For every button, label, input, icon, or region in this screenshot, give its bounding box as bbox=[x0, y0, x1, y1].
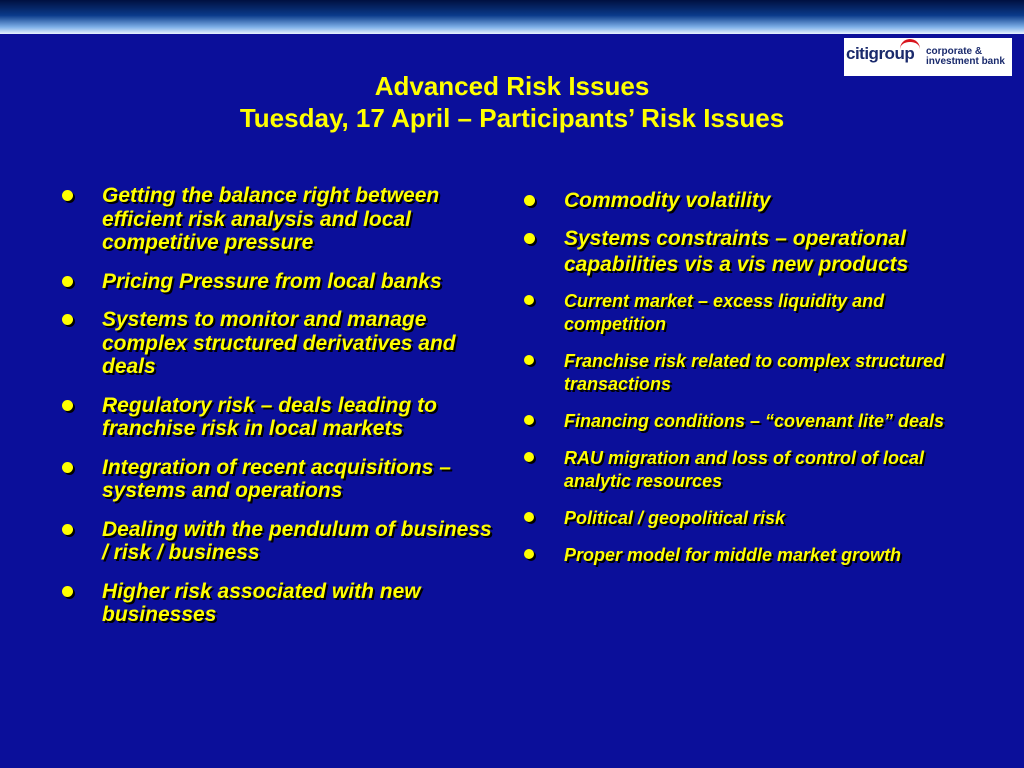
logo-brand-text: citigroup bbox=[846, 44, 915, 63]
list-item bbox=[524, 290, 964, 336]
logo-umbrella-arc bbox=[900, 39, 920, 52]
bullet-text: Systems constraints – operational capabilities vis a vis new products bbox=[564, 227, 909, 276]
top-gradient-bar bbox=[0, 0, 1024, 34]
list-item bbox=[62, 580, 502, 627]
left-bullet-list bbox=[62, 184, 502, 642]
bullet-icon bbox=[62, 462, 73, 473]
bullet-icon bbox=[62, 586, 73, 597]
bullet-icon bbox=[524, 195, 535, 206]
bullet-icon bbox=[524, 549, 534, 559]
bullet-text: Proper model for middle market growth bbox=[564, 545, 902, 565]
bullet-text: RAU migration and loss of control of local analytic resources bbox=[564, 448, 925, 491]
list-item bbox=[62, 184, 502, 255]
bullet-icon bbox=[62, 524, 73, 535]
list-item bbox=[524, 507, 964, 530]
bullet-icon bbox=[62, 276, 73, 287]
bullet-text: Financing conditions – “covenant lite” deals bbox=[564, 411, 945, 431]
bullet-icon bbox=[524, 415, 534, 425]
list-item bbox=[524, 350, 964, 396]
bullet-icon bbox=[524, 233, 535, 244]
bullet-icon bbox=[62, 190, 73, 201]
bullet-icon bbox=[62, 314, 73, 325]
list-item bbox=[524, 226, 964, 278]
bullet-icon bbox=[524, 295, 534, 305]
bullet-icon bbox=[524, 355, 534, 365]
title-line-2: Tuesday, 17 April – Participants’ Risk Issues bbox=[239, 103, 785, 133]
bullet-text: Higher risk associated with new businesses bbox=[102, 579, 421, 626]
list-item bbox=[524, 544, 964, 567]
list-item bbox=[62, 308, 502, 379]
bullet-text: Regulatory risk – deals leading to franchise risk in local markets bbox=[102, 393, 437, 440]
bullet-text: Pricing Pressure from local banks bbox=[102, 269, 442, 293]
list-item bbox=[524, 410, 964, 433]
bullet-text: Commodity volatility bbox=[564, 189, 771, 212]
bullet-text: Dealing with the pendulum of business / risk / business bbox=[102, 517, 492, 564]
bullet-text: Franchise risk related to complex structured transactions bbox=[564, 351, 945, 394]
list-item bbox=[62, 456, 502, 503]
logo-subtitle: corporate & investment bank bbox=[926, 46, 1005, 67]
list-item bbox=[524, 188, 964, 214]
list-item bbox=[62, 518, 502, 565]
slide-title bbox=[0, 70, 1024, 134]
bullet-text: Getting the balance right between efficient risk analysis and local competitive pressure bbox=[102, 184, 440, 254]
list-item bbox=[62, 270, 502, 294]
right-bullet-list bbox=[524, 188, 964, 581]
title-line-1: Advanced Risk Issues bbox=[374, 71, 650, 101]
bullet-icon bbox=[62, 400, 73, 411]
bullet-icon bbox=[524, 452, 534, 462]
bullet-text: Systems to monitor and manage complex structured derivatives and deals bbox=[102, 308, 456, 378]
list-item bbox=[524, 447, 964, 493]
bullet-text: Political / geopolitical risk bbox=[564, 508, 786, 528]
bullet-text: Integration of recent acquisitions – systems and operations bbox=[102, 455, 451, 502]
bullet-icon bbox=[524, 512, 534, 522]
bullet-text: Current market – excess liquidity and competition bbox=[564, 291, 885, 334]
list-item bbox=[62, 394, 502, 441]
